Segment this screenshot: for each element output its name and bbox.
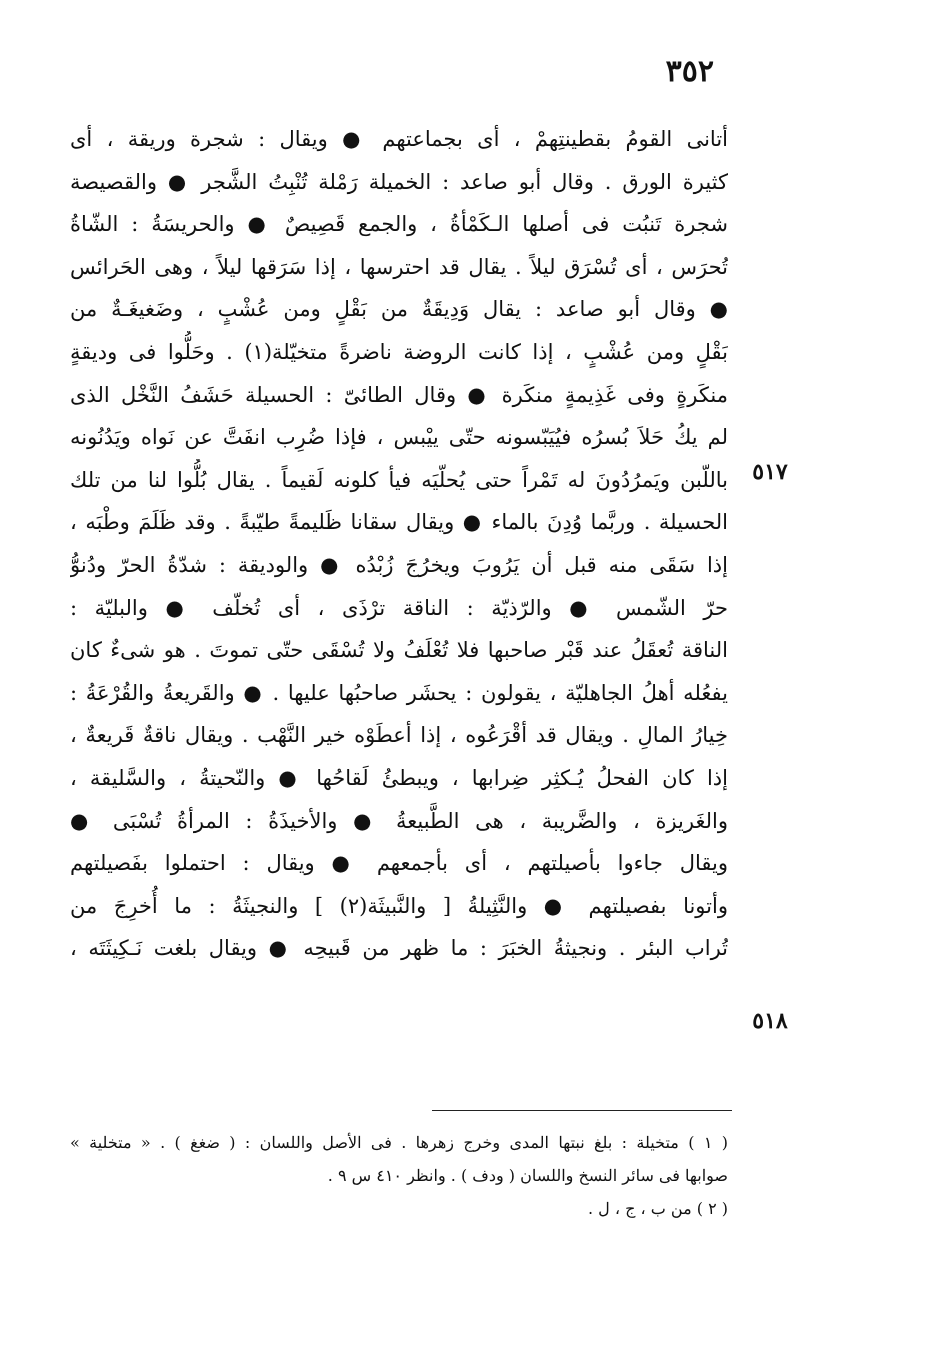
text-line: خِيارُ المالِ . ويقال قد أقْرَعُوه ، إذا أعطَوْه خير النَّهْب . ويقال ناقةٌ قَريعةٌ ،	[70, 723, 728, 748]
text-line: شجرة تَنبُت فى أصلها الـكَمْأةُ ، والجمع قَصِيصٌ ● والحريسَةُ : الشّاةُ	[70, 212, 728, 237]
text-line: حرّ الشّمس ● والرّذيّة : الناقة ترْذَى ، أى تُخلّف ● والبليّة :	[70, 595, 728, 620]
text-line: وأتونا بفصيلتهم ● والنَّثِيلةُ [ والنَّبيثَة(٢) ] والنجيثَةُ : ما أُخرِجَ من	[70, 893, 728, 918]
text-line: منكَرةٍ وفى غَذِيمةٍ منكَرة ● وقال الطائىّ : الحسيلة حَشَفُ النَّخْل الذى	[70, 382, 728, 407]
footnotes	[70, 1126, 728, 1225]
text-line: أتانى القومُ بقطينتِهمْ ، أى بجماعتهم ● ويقال : شجرة وريقة ، أى	[70, 127, 728, 151]
text-line: تُحرَس ، أى تُسْرَق ليلاً . يقال قد احترسها ، إذا سَرَقها ليلاً ، وهى الحَرائس	[70, 254, 728, 279]
text-line: الحسيلة . وربَّما وُدِنَ بالماء ● ويقال سقانا ظَليمةً طيّبةً . وقد ظَلَمَ وطْبَه ،	[70, 510, 728, 535]
text-line: إذا سَقَى منه قبل أن يَرُوبَ ويخرُجَ زُبْدُه ● والوديقة : شدّةُ الحرّ ودُنوُّ	[70, 552, 728, 577]
text-line: ● وقال أبو صاعد : يقال وَدِيقَةٌ من بَقْلٍ ومن عُشْبٍ ، وضَغيغَـةٌ من	[70, 297, 728, 322]
text-line: لم يكُ حَلاَ بُسرُه فيُيَبّسونه حتّى ييْبس ، فإذا ضُرِب انفَتَّ عن نَواه ويَدُنُونه	[70, 425, 728, 450]
text-line: يفعُله أهلُ الجاهليّة ، يقولون : يحشَر صاحبُها عليها . ● والقَريعةُ والقُرْعَةُ :	[70, 680, 728, 705]
text-line: إذا كان الفحلُ يُـكثِر ضِرابها ، ويبطئُ لَقاحُها ● والنّحيتةُ ، والسَّليقة ،	[70, 765, 728, 790]
footnote-line: صوابها فى سائر النسخ واللسان ( ودف ) . وانظر ٤١٠ س ٩ .	[327, 1166, 728, 1185]
margin-line-number: ٥١٨	[752, 1008, 788, 1034]
text-line: الناقة تُعقَلُ عند قَبْر صاحبها فلا تُعْلَفُ ولا تُسْقَى حتّى تموتَ . هو شىءٌ كان	[70, 638, 728, 663]
margin-line-number: ٥١٧	[752, 459, 788, 485]
footnote-divider	[432, 1110, 732, 1111]
footnote-line: ( ١ ) متخيلة : بلغ نبتها المدى وخرج زهرها . فى الأصل واللسان : ( ضغغ ) . « متخلية »	[70, 1133, 728, 1152]
text-line: ويقال جاءوا بأصيلتهم ، أى بأجمعهم ● ويقال : احتملوا بفَصيلتهم	[70, 851, 728, 876]
text-line: والغَريزة ، والضَّريبة ، هى الطَّبيعةُ ● والأخيذَةُ : المرأةُ تُسْبَى ●	[70, 808, 728, 833]
text-line: تُراب البئر . ونجيثةُ الخبَرَ : ما ظهر من قَبيحِه ● ويقال بلغت نَـكِيثَتَه ،	[70, 936, 728, 961]
text-line: باللّبن ويَمرُدُونَ له تَمْراً حتى يُحلّيَه فيأ كلونه لَقيماً . يقال بُلُّوا لنا من تلك	[70, 467, 728, 492]
body-text	[70, 118, 728, 970]
footnote-line: ( ٢ ) من ب ، ج ، ل .	[587, 1199, 728, 1218]
text-line: بَقْلٍ ومن عُشْبٍ ، إذا كانت الروضة ناضرةً متخيّلة(١) . وحَلُّوا فى وديقةٍ	[70, 339, 728, 364]
page-number: ٣٥٢	[665, 54, 714, 89]
text-line: كثيرة الورق . وقال أبو صاعد : الخميلة رَمْلة تُنْبِتُ الشَّجر ● والقصيصة	[70, 169, 728, 194]
